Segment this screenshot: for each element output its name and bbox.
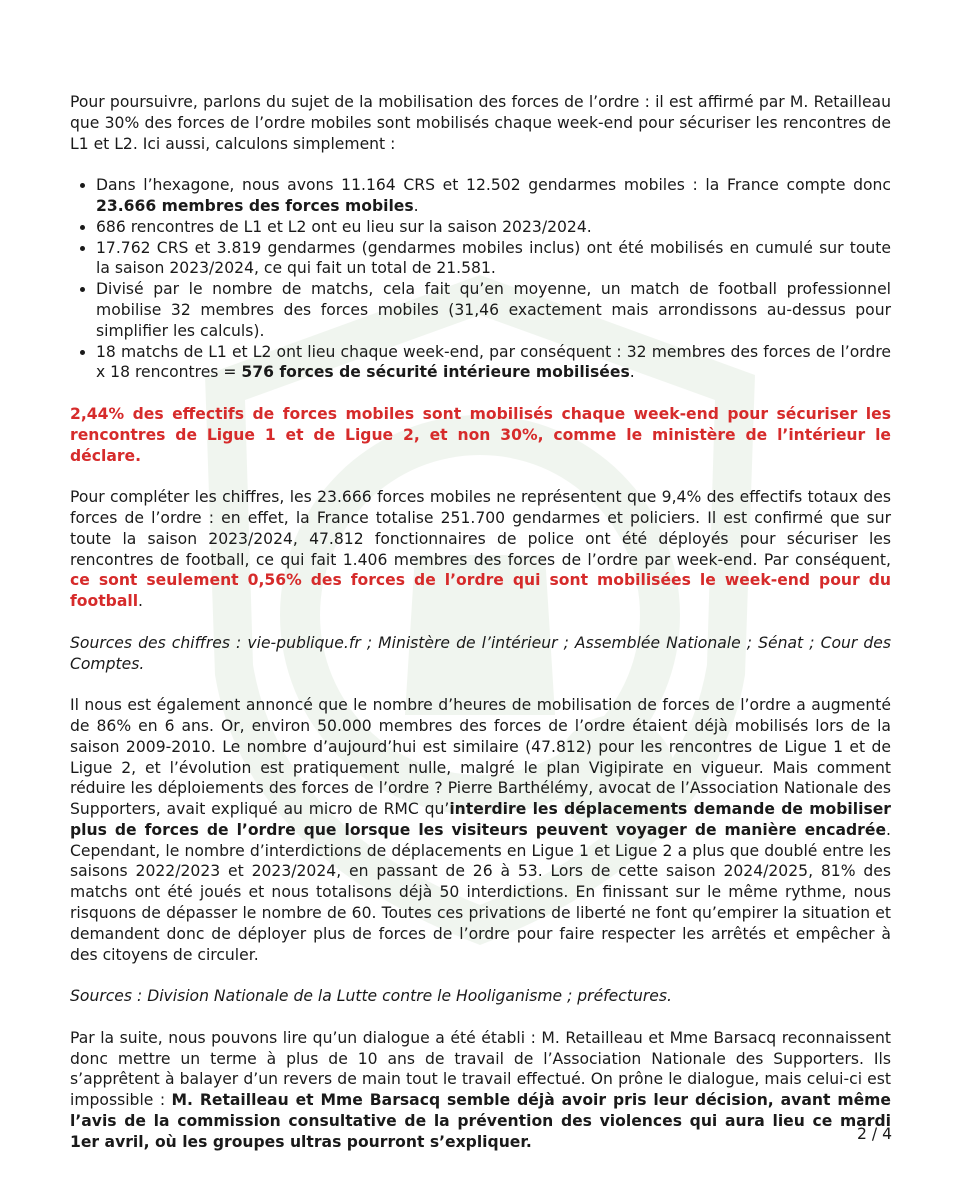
document-page: [70, 92, 891, 1153]
sources-note: Sources : Division Nationale de la Lutte contre le Hooliganisme ; préfectures.: [70, 987, 672, 1006]
page-number: 2 / 4: [856, 1125, 892, 1143]
sources-note: Sources des chiffres : vie-publique.fr ; Ministère de l’intérieur ; Assemblée Nationale ; Sénat ; Cour des Comptes.: [70, 633, 891, 673]
list-item: • 686 rencontres de L1 et L2 ont eu lieu sur la saison 2023/2024.: [96, 217, 891, 238]
dialogue-paragraph: Par la suite, nous pouvons lire qu’un dialogue a été établi : M. Retailleau et Mme Barsacq reconnaissent donc mettre un terme à plus de 10 ans de travail de l’Association Nationale des Supporters. Ils s’apprêtent à balayer d’un revers de main tout le travail effectué. On prône le dialogue, mais celui-ci est impossible : M. Retailleau et Mme Barsacq semble déjà avoir pris leur décision, avant même l’avis de la commission consultative de la prévention des violences qui aura lieu ce mardi 1er avril, où les groupes ultras pourront s’expliquer.: [70, 1028, 891, 1151]
calculation-list: [70, 175, 891, 383]
mobilisation-paragraph: Il nous est également annoncé que le nombre d’heures de mobilisation de forces de l’ordre a augmenté de 86% en 6 ans. Or, environ 50.000 membres des forces de l’ordre étaient déjà mobilisés lors de la saison 2009-2010. Le nombre d’aujourd’hui est similaire (47.812) pour les rencontres de Ligue 1 et de Ligue 2, et l’évolution est pratiquement nulle, malgré le plan Vigipirate en vigueur. Mais comment réduire les déploiements des forces de l’ordre ? Pierre Barthélémy, avocat de l’Association Nationale des Supporters, avait expliqué au micro de RMC qu’interdire les déplacements demande de mobiliser plus de forces de l’ordre que lorsque les visiteurs peuvent voyager de manière encadrée. Cependant, le nombre d’interdictions de déplacements en Ligue 1 et Ligue 2 a plus que doublé entre les saisons 2022/2023 et 2023/2024, en passant de 26 à 53. Lors de cette saison 2024/2025, 81% des matchs ont été joués et nous totalisons déjà 50 interdictions. En finissant sur le même rythme, nous risquons de dépasser le nombre de 60. Toutes ces privations de liberté ne font qu’empirer la situation et demandent donc de déployer plus de forces de l’ordre pour faire respecter les arrêtés et empêcher à des citoyens de circuler.: [70, 696, 891, 964]
list-item: • 18 matchs de L1 et L2 ont lieu chaque week-end, par conséquent : 32 membres des forces de l’ordre x 18 rencontres = 576 forces de sécurité intérieure mobilisées.: [96, 342, 891, 384]
highlight-statement: 2,44% des effectifs de forces mobiles sont mobilisés chaque week-end pour sécuriser les rencontres de Ligue 1 et de Ligue 2, et non 30%, comme le ministère de l’intérieur le déclare.: [70, 404, 891, 465]
complement-paragraph: Pour compléter les chiffres, les 23.666 forces mobiles ne représentent que 9,4% des effectifs totaux des forces de l’ordre : en effet, la France totalise 251.700 gendarmes et policiers. Il est confirmé que sur toute la saison 2023/2024, 47.812 fonctionnaires de police ont été déployés pour sécuriser les rencontres de football, ce qui fait 1.406 membres des forces de l’ordre par week-end. Par conséquent, ce sont seulement 0,56% des forces de l’ordre qui sont mobilisées le week-end pour du football.: [70, 488, 891, 611]
list-item: • Dans l’hexagone, nous avons 11.164 CRS et 12.502 gendarmes mobiles : la France compte donc 23.666 membres des forces mobiles.: [96, 175, 891, 217]
list-item: • Divisé par le nombre de matchs, cela fait qu’en moyenne, un match de football professionnel mobilise 32 membres des forces mobiles (31,46 exactement mais arrondissons au-dessus pour simplifier les calculs).: [96, 279, 891, 341]
list-item: • 17.762 CRS et 3.819 gendarmes (gendarmes mobiles inclus) ont été mobilisés en cumulé sur toute la saison 2023/2024, ce qui fait un total de 21.581.: [96, 238, 891, 280]
intro-paragraph: Pour poursuivre, parlons du sujet de la mobilisation des forces de l’ordre : il est affirmé par M. Retailleau que 30% des forces de l’ordre mobiles sont mobilisés chaque week-end pour sécuriser les rencontres de L1 et L2. Ici aussi, calculons simplement :: [70, 93, 891, 153]
